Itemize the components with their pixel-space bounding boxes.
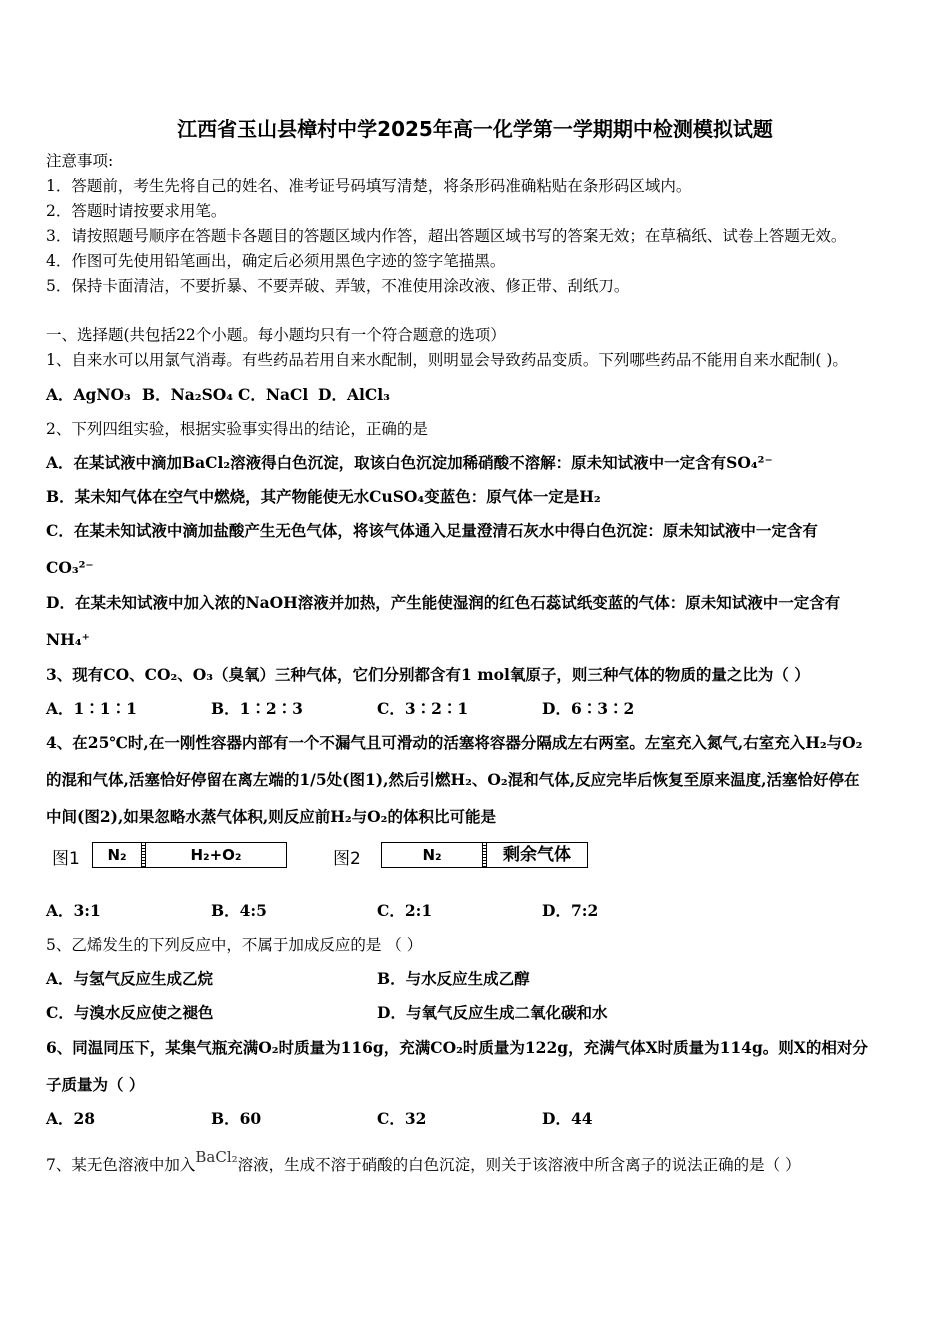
figure-2-label: 图2 <box>333 849 361 869</box>
figure-2-left-chamber: N₂ <box>422 846 442 864</box>
q1-option-a: A．AgNO₃ <box>46 385 131 404</box>
figure-1-label: 图1 <box>52 849 80 869</box>
q5-option-b: B．与水反应生成乙醇 <box>377 969 530 988</box>
section-heading: 一、选择题(共包括22个小题。每小题均只有一个符合题意的选项） <box>46 326 506 344</box>
q6-option-a: A．28 <box>46 1109 96 1128</box>
q6-option-c: C．32 <box>377 1109 427 1128</box>
notice-item: 5．保持卡面清洁，不要折暴、不要弄破、弄皱，不准使用涂改液、修正带、刮纸刀。 <box>46 277 630 295</box>
q6-option-b: B．60 <box>211 1109 262 1128</box>
q4-option-a: A．3:1 <box>46 901 101 920</box>
q2-option-c: C．在某未知试液中滴加盐酸产生无色气体，将该气体通入足量澄清石灰水中得白色沉淀：原未知试液中一定含有 <box>46 521 818 540</box>
q4-option-d: D．7:2 <box>542 901 599 920</box>
figure-2 <box>333 840 593 874</box>
q2-option-d: D．在某未知试液中加入浓的NaOH溶液并加热，产生能使湿润的红色石蕊试纸变蓝的气体：原未知试液中一定含有 <box>46 593 841 612</box>
q3-option-d: D．6∶3∶2 <box>542 699 635 718</box>
q2-option-b: B．某未知气体在空气中燃烧，其产物能使无水CuSO₄变蓝色：原气体一定是H₂ <box>46 487 601 506</box>
q4-option-c: C．2:1 <box>377 901 433 920</box>
question-6-line2: 子质量为（ ） <box>46 1075 145 1094</box>
q3-option-c: C．3∶2∶1 <box>377 699 469 718</box>
bacl2-formula: BaCl₂ <box>195 1148 238 1166</box>
q6-option-d: D．44 <box>542 1109 593 1128</box>
q2-option-d-cont: NH₄⁺ <box>46 630 90 649</box>
figure-1-container <box>92 842 287 868</box>
q5-option-a: A．与氢气反应生成乙烷 <box>46 969 214 988</box>
question-5-stem: 5、乙烯发生的下列反应中，不属于加成反应的是 （ ） <box>46 936 423 954</box>
question-7-text-pre: 7、某无色溶液中加入 <box>46 1156 196 1174</box>
q4-option-b: B．4:5 <box>211 901 267 920</box>
q3-option-a: A．1∶1∶1 <box>46 699 137 718</box>
q5-option-c: C．与溴水反应使之褪色 <box>46 1003 214 1022</box>
figure-1-right-chamber: H₂+O₂ <box>190 846 242 864</box>
question-4-line1: 4、在25℃时,在一刚性容器内部有一个不漏气且可滑动的活塞将容器分隔成左右两室。左室充入氮气,右室充入H₂与O₂ <box>46 733 863 752</box>
q1-option-b: B．Na₂SO₄ <box>142 385 234 404</box>
question-1-stem: 1、自来水可以用氯气消毒。有些药品若用自来水配制，则明显会导致药品变质。下列哪些药品不能用自来水配制( )。 <box>46 351 848 369</box>
notice-item: 4．作图可先使用铅笔画出，确定后必须用黑色字迹的签字笔描黑。 <box>46 252 506 270</box>
q1-option-c: C．NaCl <box>238 385 309 404</box>
notice-item: 3．请按照题号顺序在答题卡各题目的答题区域内作答，超出答题区域书写的答案无效；在草稿纸、试卷上答题无效。 <box>46 227 847 245</box>
page-title: 江西省玉山县樟村中学2025年高一化学第一学期期中检测模拟试题 <box>177 117 773 141</box>
question-7-text-post: 溶液，生成不溶于硝酸的白色沉淀，则关于该溶液中所含离子的说法正确的是（ ） <box>237 1156 801 1174</box>
question-6-line1: 6、同温同压下，某集气瓶充满O₂时质量为116g，充满CO₂时质量为122g，充满气体X时质量为114g。则X的相对分 <box>46 1038 868 1057</box>
question-4-line3: 中间(图2),如果忽略水蒸气体积,则反应前H₂与O₂的体积比可能是 <box>46 807 496 826</box>
figure-2-container <box>381 842 588 868</box>
question-4-line2: 的混和气体,活塞恰好停留在离左端的1/5处(图1),然后引燃H₂、O₂混和气体,反应完毕后恢复至原来温度,活塞恰好停在 <box>46 770 860 789</box>
figure-1-left-chamber: N₂ <box>107 846 127 864</box>
question-7-stem <box>46 1148 801 1175</box>
notice-item: 1．答题前，考生先将自己的姓名、准考证号码填写清楚，将条形码准确粘贴在条形码区域内。 <box>46 177 692 195</box>
question-2-stem: 2、下列四组实验，根据实验事实得出的结论，正确的是 <box>46 420 428 438</box>
q2-option-c-cont: CO₃²⁻ <box>46 558 94 577</box>
q5-option-d: D．与氧气反应生成二氧化碳和水 <box>377 1003 608 1022</box>
notice-item: 2．答题时请按要求用笔。 <box>46 202 227 220</box>
q3-option-b: B．1∶2∶3 <box>211 699 303 718</box>
question-3-stem: 3、现有CO、CO₂、O₃（臭氧）三种气体，它们分别都含有1 mol氧原子，则三种气体的物质的量之比为（ ） <box>46 665 810 684</box>
figure-2-right-chamber: 剩余气体 <box>503 845 571 865</box>
q2-option-a: A．在某试液中滴加BaCl₂溶液得白色沉淀，取该白色沉淀加稀硝酸不溶解：原未知试液中一定含有SO₄²⁻ <box>46 453 773 472</box>
notice-heading: 注意事项: <box>46 152 114 170</box>
figure-1 <box>52 840 292 874</box>
q1-option-d: D．AlCl₃ <box>318 385 390 404</box>
